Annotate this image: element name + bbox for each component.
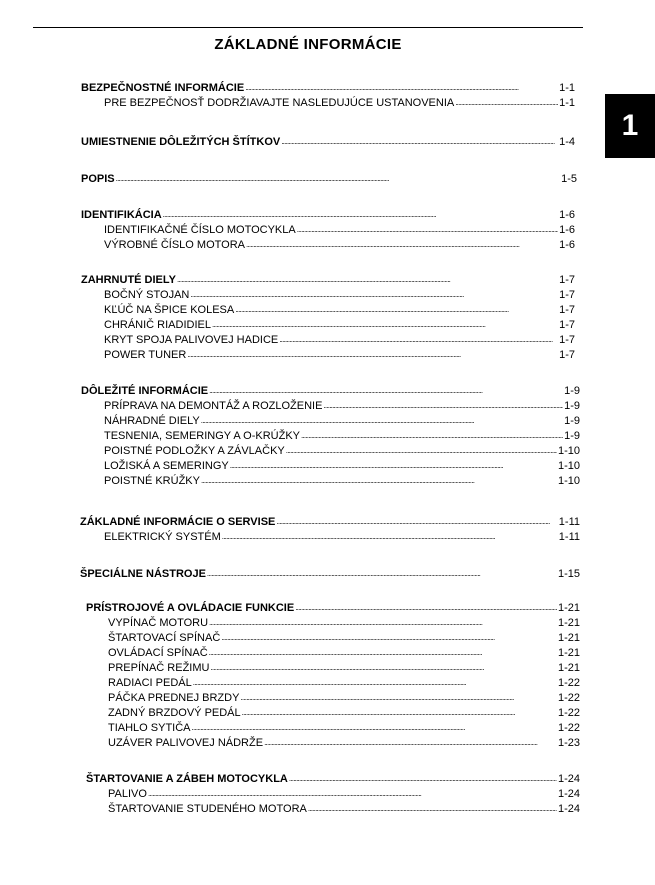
toc-entry[interactable]	[86, 631, 580, 646]
dot-leader	[209, 645, 557, 660]
toc-section-heading[interactable]	[81, 81, 575, 96]
toc-section-heading-label: BEZPEČNOSTNÉ INFORMÁCIE	[81, 82, 245, 94]
toc-entry[interactable]	[86, 721, 580, 736]
toc-entry[interactable]	[81, 399, 580, 414]
toc-section-heading-label: UMIESTNENIE DÔLEŽITÝCH ŠTÍTKOV	[81, 136, 281, 148]
toc-entry-page: 1-7	[559, 319, 575, 331]
dot-leader	[221, 630, 557, 645]
toc-entry-page: 1-22	[557, 692, 580, 704]
toc-entry[interactable]	[81, 348, 575, 363]
dot-leader	[163, 207, 558, 222]
toc-section	[86, 772, 580, 817]
toc-section-heading-page: 1-5	[561, 173, 577, 185]
toc-entry-label: CHRÁNIČ RIADIDIEL	[104, 319, 211, 331]
toc-section-heading-label: POPIS	[81, 173, 115, 185]
toc-entry[interactable]	[86, 646, 580, 661]
toc-entry-label: VYPÍNAČ MOTORU	[108, 617, 209, 629]
dot-leader	[192, 720, 557, 735]
toc-section-heading-page: 1-15	[557, 568, 580, 580]
toc-entry-label: ELEKTRICKÝ SYSTÉM	[104, 531, 221, 543]
toc-entry-page: 1-10	[557, 445, 580, 457]
toc-entry[interactable]	[81, 318, 575, 333]
toc-section-heading-label: DÔLEŽITÉ INFORMÁCIE	[81, 385, 209, 397]
toc-entry-label: ŠTARTOVACÍ SPÍNAČ	[108, 632, 221, 644]
dot-leader	[177, 272, 558, 287]
toc-entry-page: 1-7	[559, 304, 575, 316]
toc-section	[81, 384, 580, 489]
toc-entry[interactable]	[81, 288, 575, 303]
dot-leader	[193, 675, 557, 690]
toc-entry-label: PRÍPRAVA NA DEMONTÁŽ A ROZLOŽENIE	[104, 400, 323, 412]
dot-leader	[246, 237, 558, 252]
toc-entry-page: 1-1	[559, 97, 575, 109]
toc-entry[interactable]	[81, 333, 575, 348]
toc-section	[81, 81, 575, 111]
toc-section-heading-label: ŠPECIÁLNE NÁSTROJE	[80, 568, 206, 580]
toc-entry-page: 1-24	[557, 788, 580, 800]
toc-section	[81, 273, 575, 363]
toc-entry-label: BOČNÝ STOJAN	[104, 289, 190, 301]
toc-entry-page: 1-24	[557, 803, 580, 815]
toc-entry-label: POWER TUNER	[104, 349, 187, 361]
toc-entry[interactable]	[81, 474, 580, 489]
dot-leader	[245, 80, 558, 95]
toc-section-heading[interactable]	[80, 567, 580, 582]
toc-entry[interactable]	[81, 459, 580, 474]
toc-entry-page: 1-9	[564, 430, 580, 442]
toc-entry-label: TESNENIA, SEMERINGY A O-KRÚŽKY	[104, 430, 301, 442]
toc-entry-page: 1-7	[559, 334, 575, 346]
toc-section	[81, 172, 577, 187]
toc-entry-label: LOŽISKÁ A SEMERINGY	[104, 460, 229, 472]
toc-entry-page: 1-10	[557, 460, 580, 472]
toc-section-heading[interactable]	[81, 208, 575, 223]
dot-leader	[116, 171, 560, 186]
toc-entry-page: 1-22	[557, 677, 580, 689]
toc-entry-page: 1-21	[557, 617, 580, 629]
chapter-tab: 1	[605, 94, 655, 158]
toc-section-heading-page: 1-6	[559, 209, 575, 221]
toc-entry[interactable]	[81, 223, 575, 238]
dot-leader	[289, 771, 557, 786]
toc-section	[80, 515, 580, 545]
toc-entry-label: PRE BEZPEČNOSŤ DODRŽIAVAJTE NASLEDUJÚCE USTANOVENIA	[104, 97, 455, 109]
dot-leader	[323, 398, 563, 413]
toc-section-heading[interactable]	[80, 515, 580, 530]
toc-entry-page: 1-7	[559, 349, 575, 361]
toc-section	[80, 567, 580, 582]
toc-entry[interactable]	[86, 787, 580, 802]
dot-leader	[230, 458, 557, 473]
toc-entry-label: KRYT SPOJA PALIVOVEJ HADICE	[104, 334, 279, 346]
toc-entry[interactable]	[81, 444, 580, 459]
toc-entry-page: 1-22	[557, 707, 580, 719]
toc-entry-page: 1-10	[557, 475, 580, 487]
toc-section-heading-page: 1-24	[557, 773, 580, 785]
dot-leader	[209, 615, 557, 630]
toc-entry-label: OVLÁDACÍ SPÍNAČ	[108, 647, 208, 659]
dot-leader	[187, 347, 558, 362]
toc-section-heading-page: 1-1	[559, 82, 575, 94]
dot-leader	[212, 317, 558, 332]
dot-leader	[279, 332, 558, 347]
toc-section-heading-page: 1-4	[559, 136, 575, 148]
toc-entry-label: ZADNÝ BRZDOVÝ PEDÁL	[108, 707, 241, 719]
dot-leader	[209, 383, 563, 398]
toc-section-heading[interactable]	[81, 135, 575, 150]
toc-section	[86, 601, 580, 751]
toc-section-heading[interactable]	[81, 384, 580, 399]
toc-entry[interactable]	[86, 676, 580, 691]
toc-entry-page: 1-9	[564, 415, 580, 427]
dot-leader	[201, 413, 563, 428]
toc-section-heading-label: ZAHRNUTÉ DIELY	[81, 274, 176, 286]
toc-section-heading-label: ŠTARTOVANIE A ZÁBEH MOTOCYKLA	[86, 773, 288, 785]
toc-entry-label: KĽÚČ NA ŠPICE KOLESA	[104, 304, 235, 316]
toc-entry-page: 1-9	[564, 400, 580, 412]
toc-entry-label: PÁČKA PREDNEJ BRZDY	[108, 692, 240, 704]
dot-leader	[301, 428, 563, 443]
toc-entry-page: 1-6	[559, 224, 575, 236]
dot-leader	[210, 660, 557, 675]
toc-section-heading[interactable]	[86, 601, 580, 616]
dot-leader	[295, 600, 557, 615]
dot-leader	[201, 473, 557, 488]
toc-entry[interactable]	[86, 802, 580, 817]
toc-entry[interactable]	[86, 706, 580, 721]
toc-entry-label: NÁHRADNÉ DIELY	[104, 415, 200, 427]
toc-entry-label: TIAHLO SYTIČA	[108, 722, 191, 734]
toc-entry-page: 1-11	[558, 531, 580, 543]
dot-leader	[190, 287, 558, 302]
toc-section-heading-label: ZÁKLADNÉ INFORMÁCIE O SERVISE	[80, 516, 276, 528]
toc-entry-label: POISTNÉ PODLOŽKY A ZÁVLAČKY	[104, 445, 285, 457]
toc-section-heading-page: 1-9	[564, 385, 580, 397]
dot-leader	[297, 222, 558, 237]
toc-entry-label: UZÁVER PALIVOVEJ NÁDRŽE	[108, 737, 264, 749]
toc-entry-label: IDENTIFIKAČNÉ ČÍSLO MOTOCYKLA	[104, 224, 296, 236]
toc-entry[interactable]	[86, 736, 580, 751]
dot-leader	[281, 134, 558, 149]
toc-entry-label: VÝROBNÉ ČÍSLO MOTORA	[104, 239, 245, 251]
toc-section-heading-page: 1-11	[558, 516, 580, 528]
toc-section-heading-label: IDENTIFIKÁCIA	[81, 209, 162, 221]
toc-entry[interactable]	[86, 691, 580, 706]
dot-leader	[455, 95, 558, 110]
dot-leader	[235, 302, 558, 317]
toc-entry-page: 1-22	[557, 722, 580, 734]
toc-entry-page: 1-23	[557, 737, 580, 749]
toc-entry[interactable]	[81, 429, 580, 444]
toc-entry-label: ŠTARTOVANIE STUDENÉHO MOTORA	[108, 803, 307, 815]
dot-leader	[308, 801, 557, 816]
toc-entry-label: PREPÍNAČ REŽIMU	[108, 662, 210, 674]
toc-entry[interactable]	[86, 616, 580, 631]
dot-leader	[222, 529, 558, 544]
toc-section	[81, 208, 575, 253]
toc-section-heading[interactable]	[86, 772, 580, 787]
dot-leader	[264, 735, 557, 750]
toc-section-heading-page: 1-21	[557, 602, 580, 614]
toc-section-heading[interactable]	[81, 172, 577, 187]
toc-entry-page: 1-6	[559, 239, 575, 251]
toc-entry-page: 1-21	[557, 632, 580, 644]
toc-entry[interactable]	[81, 238, 575, 253]
toc-entry-page: 1-21	[557, 662, 580, 674]
dot-leader	[207, 566, 557, 581]
toc-entry-page: 1-21	[557, 647, 580, 659]
toc-entry[interactable]	[81, 414, 580, 429]
toc-section-heading-label: PRÍSTROJOVÉ A OVLÁDACIE FUNKCIE	[86, 602, 295, 614]
toc-entry-label: RADIACI PEDÁL	[108, 677, 192, 689]
toc-section-heading[interactable]	[81, 273, 575, 288]
dot-leader	[286, 443, 557, 458]
toc-section	[81, 135, 575, 150]
toc-section-heading-page: 1-7	[559, 274, 575, 286]
dot-leader	[242, 705, 557, 720]
dot-leader	[148, 786, 557, 801]
toc-entry[interactable]	[81, 303, 575, 318]
toc-entry[interactable]	[81, 96, 575, 111]
page-title: ZÁKLADNÉ INFORMÁCIE	[214, 36, 402, 53]
toc-entry[interactable]	[80, 530, 580, 545]
toc-entry-page: 1-7	[559, 289, 575, 301]
dot-leader	[240, 690, 557, 705]
toc-entry[interactable]	[86, 661, 580, 676]
dot-leader	[276, 514, 557, 529]
toc-entry-label: PALIVO	[108, 788, 147, 800]
toc-entry-label: POISTNÉ KRÚŽKY	[104, 475, 200, 487]
